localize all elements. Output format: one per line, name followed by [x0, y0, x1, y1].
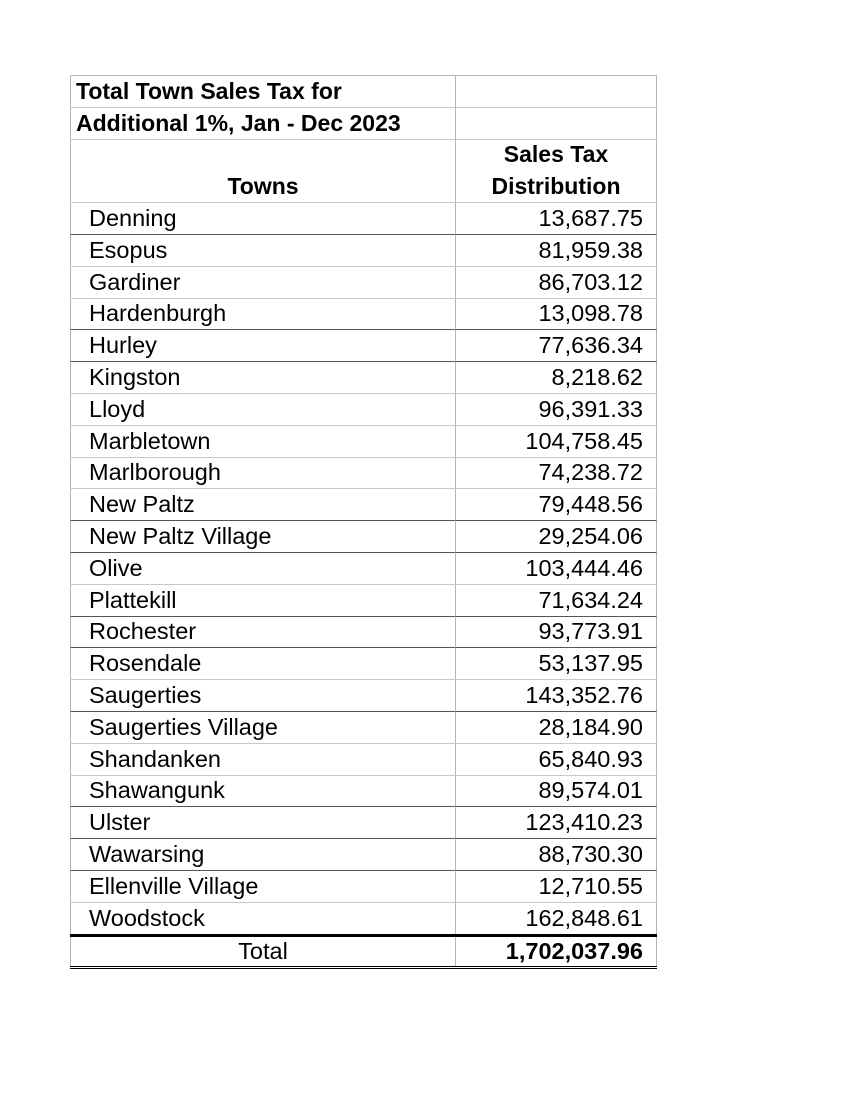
town-name: New Paltz Village: [70, 520, 456, 552]
table-row: [70, 806, 657, 838]
town-amount: 96,391.33: [456, 394, 657, 425]
title-row-2: [70, 107, 657, 139]
table-row: [70, 425, 657, 457]
town-amount: 103,444.46: [456, 552, 657, 584]
town-name: Rosendale: [70, 647, 456, 679]
town-amount: 28,184.90: [456, 711, 657, 743]
table-row: [70, 520, 657, 552]
empty-cell: [456, 76, 657, 107]
table-row: [70, 584, 657, 616]
town-amount: 89,574.01: [456, 776, 657, 807]
town-name: Hardenburgh: [70, 299, 456, 330]
town-amount: 71,634.24: [456, 585, 657, 616]
sales-tax-table: [70, 75, 657, 969]
town-amount: 74,238.72: [456, 458, 657, 489]
town-name: Plattekill: [70, 585, 456, 616]
town-amount: 13,687.75: [456, 203, 657, 234]
town-amount: 77,636.34: [456, 329, 657, 361]
town-name: Hurley: [70, 329, 456, 361]
table-title-line-1: Total Town Sales Tax for: [70, 76, 456, 107]
table-row: [70, 711, 657, 743]
total-amount: 1,702,037.96: [456, 937, 657, 966]
table-row: [70, 902, 657, 934]
table-row: [70, 266, 657, 298]
town-amount: 86,703.12: [456, 267, 657, 298]
table-row: [70, 838, 657, 870]
column-header-distribution: Distribution: [456, 170, 657, 202]
table-row: [70, 393, 657, 425]
town-amount: 104,758.45: [456, 426, 657, 457]
table-row: [70, 679, 657, 711]
table-row: [70, 870, 657, 902]
town-amount: 8,218.62: [456, 361, 657, 393]
town-name: Olive: [70, 552, 456, 584]
town-amount: 65,840.93: [456, 744, 657, 775]
town-amount: 29,254.06: [456, 520, 657, 552]
town-name: Lloyd: [70, 394, 456, 425]
empty-cell: [456, 108, 657, 139]
total-label: Total: [70, 937, 456, 966]
empty-cell: [70, 140, 456, 171]
town-name: Shawangunk: [70, 776, 456, 807]
table-row: [70, 457, 657, 489]
table-row: [70, 361, 657, 393]
town-name: Ellenville Village: [70, 870, 456, 902]
table-row: [70, 616, 657, 648]
table-row: [70, 488, 657, 520]
town-amount: 88,730.30: [456, 838, 657, 870]
town-rows: [70, 202, 657, 933]
town-name: Rochester: [70, 616, 456, 648]
town-amount: 93,773.91: [456, 616, 657, 648]
town-name: Saugerties Village: [70, 711, 456, 743]
title-row-1: [70, 75, 657, 107]
town-name: Marlborough: [70, 458, 456, 489]
header-row-1: [70, 139, 657, 171]
town-amount: 143,352.76: [456, 680, 657, 711]
table-row: [70, 202, 657, 234]
column-header-towns: Towns: [70, 170, 456, 202]
town-amount: 79,448.56: [456, 489, 657, 520]
column-header-sales-tax: Sales Tax: [456, 140, 657, 171]
town-name: Ulster: [70, 806, 456, 838]
table-row: [70, 743, 657, 775]
town-amount: 81,959.38: [456, 234, 657, 266]
town-amount: 123,410.23: [456, 806, 657, 838]
town-name: New Paltz: [70, 489, 456, 520]
table-row: [70, 647, 657, 679]
town-amount: 12,710.55: [456, 870, 657, 902]
table-row: [70, 329, 657, 361]
town-name: Kingston: [70, 361, 456, 393]
table-title-line-2: Additional 1%, Jan - Dec 2023: [70, 108, 456, 139]
town-name: Shandanken: [70, 744, 456, 775]
town-name: Esopus: [70, 234, 456, 266]
table-row: [70, 298, 657, 330]
town-amount: 162,848.61: [456, 903, 657, 934]
town-name: Saugerties: [70, 680, 456, 711]
town-name: Wawarsing: [70, 838, 456, 870]
town-name: Gardiner: [70, 267, 456, 298]
town-amount: 53,137.95: [456, 647, 657, 679]
table-row: [70, 552, 657, 584]
table-row: [70, 234, 657, 266]
town-name: Denning: [70, 203, 456, 234]
town-amount: 13,098.78: [456, 299, 657, 330]
town-name: Marbletown: [70, 426, 456, 457]
table-row: [70, 775, 657, 807]
total-row: [70, 934, 657, 969]
header-row-2: [70, 170, 657, 202]
town-name: Woodstock: [70, 903, 456, 934]
